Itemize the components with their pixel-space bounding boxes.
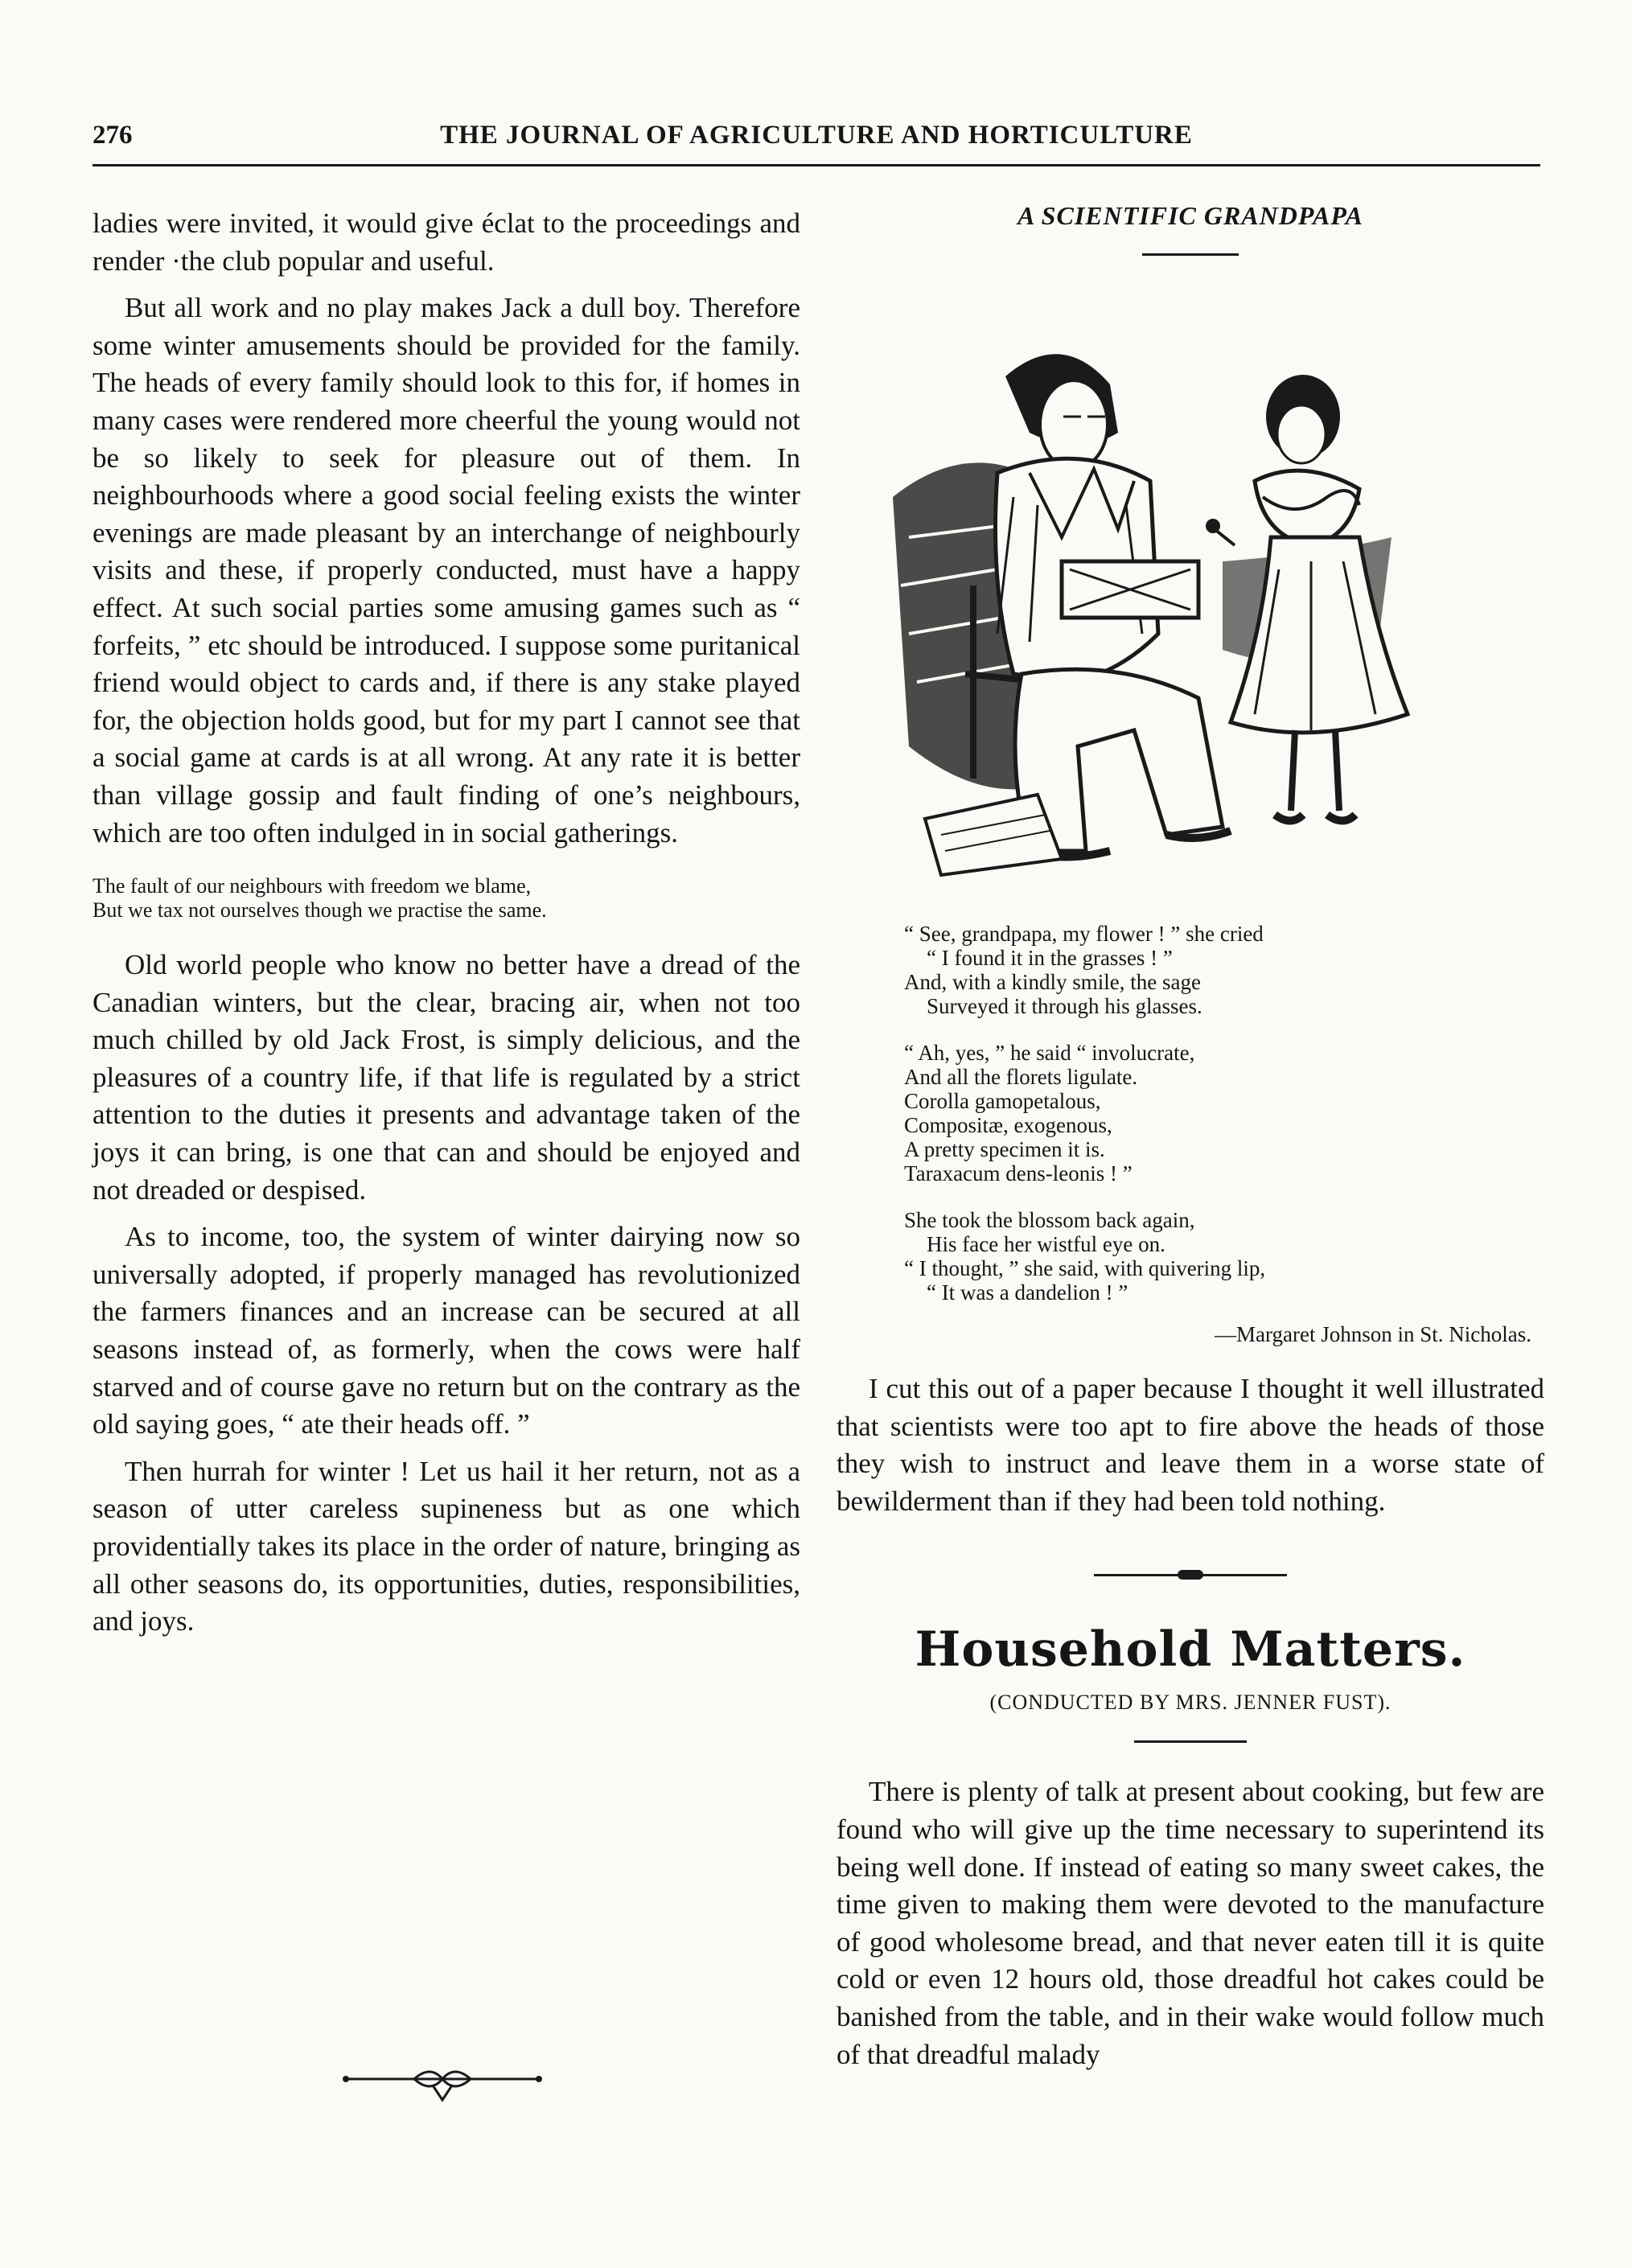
header-rule [92, 164, 1540, 166]
paragraph-5: Then hurrah for winter ! Let us hail it her return, not as a season of utter careless supineness but as one which providentially takes its place in the order of nature, bringing as all other seasons do, its opportunities, duties, responsibilities, and joys. [92, 1455, 800, 1637]
left-column [92, 205, 800, 1650]
couplet-line-2: But we tax not ourselves though we practise the same. [92, 898, 547, 922]
poem-line: She took the blossom back again, [904, 1208, 1195, 1232]
poem-line: Taraxacum dens-leonis ! ” [904, 1161, 1133, 1185]
paragraph-4: As to income, too, the system of winter dairying now so universally adopted, if properly managed has revolutionized the farmers finances and an increase can be secured at all seasons instead of, as formerly, when the cows were half starved and of course gave no return but on the contrary as the old saying goes, “ ate their heads off. ” [92, 1221, 800, 1440]
page-number: 276 [92, 121, 133, 150]
poem-line: Surveyed it through his glasses. [927, 994, 1202, 1018]
poem-line: And, with a kindly smile, the sage [904, 970, 1201, 994]
ornament-divider [338, 2063, 547, 2103]
right-column [837, 193, 1544, 2083]
stanza-1 [904, 922, 1531, 1018]
section-divider [1094, 1570, 1287, 1580]
comment-paragraph: I cut this out of a paper because I thought it well illustrated that scientists were too apt to fire above the heads of those they wish to instruct and leave them in a worse state of bewilderment than if they had been told nothing. [837, 1373, 1544, 1517]
poem-line: “ Ah, yes, ” he said “ involucrate, [904, 1041, 1195, 1065]
poem-line: Corolla gamopetalous, [904, 1089, 1101, 1113]
poem [904, 922, 1531, 1346]
poem-line: Compositæ, exogenous, [904, 1113, 1112, 1137]
journal-title: THE JOURNAL OF AGRICULTURE AND HORTICULTURE [440, 121, 1193, 150]
poem-title: A SCIENTIFIC GRANDPAPA [1017, 201, 1363, 230]
subtitle-rule [1134, 1740, 1247, 1743]
engraving-image [877, 296, 1488, 891]
poem-line: His face her wistful eye on. [927, 1232, 1165, 1256]
poem-line: A pretty specimen it is. [904, 1137, 1105, 1161]
grandpapa-illustration [877, 296, 1488, 891]
stanza-3 [904, 1208, 1531, 1305]
poem-line: “ I found it in the grasses ! ” [927, 946, 1173, 970]
section-paragraph: There is plenty of talk at present about cooking, but few are found who will give up the time necessary to superintend its being well done. If instead of eating so many sweet cakes, the time given to making them were devoted to the manufacture of good wholesome bread, and that never eaten till it is quite cold or even 12 hours old, those dreadful hot cakes could be banished from the table, and in their wake would follow much of that dreadful malady [837, 1776, 1544, 2070]
poem-line: “ See, grandpapa, my flower ! ” she cried [904, 922, 1264, 946]
section-title: Household Matters. [915, 1621, 1466, 1678]
poem-line: And all the florets ligulate. [904, 1065, 1138, 1089]
poem-attribution: —Margaret Johnson in St. Nicholas. [1215, 1322, 1531, 1346]
couplet-line-1: The fault of our neighbours with freedom we blame, [92, 874, 532, 898]
poem-line: “ It was a dandelion ! ” [927, 1280, 1128, 1305]
poem-line: “ I thought, ” she said, with quivering lip, [904, 1256, 1266, 1280]
paragraph-1: ladies were invited, it would give éclat to the proceedings and render ·the club popular and useful. [92, 207, 800, 277]
stanza-2 [904, 1041, 1531, 1185]
page-header [92, 121, 1540, 161]
section-subtitle: (CONDUCTED BY MRS. JENNER FUST). [989, 1691, 1392, 1715]
paragraph-2: But all work and no play makes Jack a dull boy. Therefore some winter amusements should be provided for the family. The heads of every family should look to this for, if homes in many cases were rendered more cheerful the young would not be so likely to seek for pleasure out of them. In neighbourhoods where a good social feeling exists the winter evenings are made pleasant by an interchange of neighbourly visits and these, if properly conducted, must have a happy effect. At such social parties some amusing games such as “ forfeits, ” etc should be introduced. I suppose some puritanical friend would object to cards and, if there is any stake played for, the objection holds good, but for my part I cannot see that a social game at cards is at all wrong. At any rate it is better than village gossip and fault finding of one’s neighbours, which are too often indulged in in social gatherings. [92, 292, 800, 848]
paragraph-3: Old world people who know no better have a dread of the Canadian winters, but the clear, bracing air, when not too much chilled by old Jack Frost, is simply delicious, and the pleasures of a country life, if that life is regulated by a strict attention to the duties it presents and advantage taken of the joys it can bring, is one that can and should be enjoyed and not dreaded or despised. [92, 949, 800, 1206]
title-rule [1142, 253, 1239, 256]
quoted-couplet [92, 874, 800, 922]
